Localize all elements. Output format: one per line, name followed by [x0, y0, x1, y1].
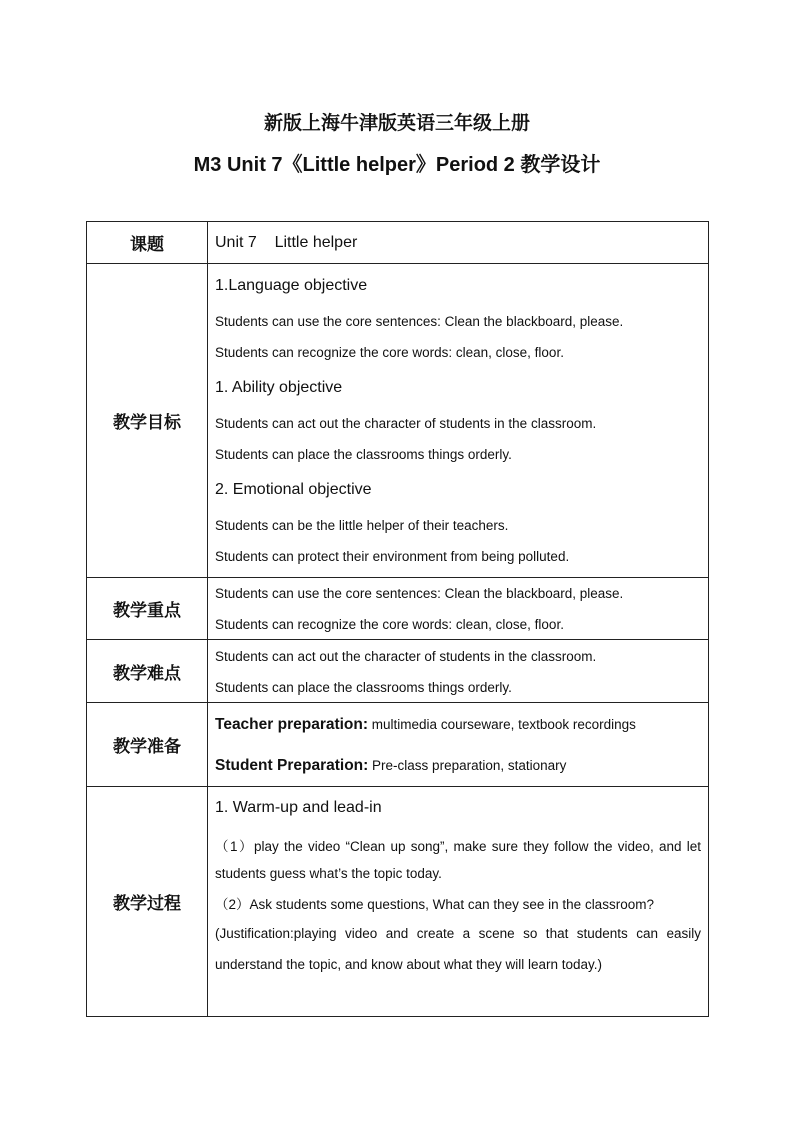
- difficulty-line: Students can act out the character of students in the classroom.: [215, 649, 597, 664]
- key-point-line: Students can use the core sentences: Clean the blackboard, please.: [215, 586, 624, 601]
- row-key-points: [87, 578, 709, 640]
- teacher-preparation-value: multimedia courseware, textbook recordings: [368, 717, 636, 732]
- objectives-content: [208, 264, 709, 578]
- label-topic: 课题: [87, 222, 208, 264]
- preparation-content: [208, 703, 709, 787]
- process-paragraph: （2）Ask students some questions, What can they see in the classroom?: [215, 897, 654, 912]
- process-paragraph: （1）play the video “Clean up song”, make sure they follow the video, and let students guess what’s the topic today.: [215, 839, 701, 881]
- student-preparation-label: Student Preparation:: [215, 757, 369, 774]
- teacher-preparation-label: Teacher preparation:: [215, 716, 369, 733]
- difficulty-line: Students can place the classrooms things orderly.: [215, 680, 512, 695]
- objective-line: Students can protect their environment from being polluted.: [215, 549, 570, 564]
- difficulties-content: [208, 640, 709, 703]
- objective-line: Students can place the classrooms things orderly.: [215, 447, 512, 462]
- objective-heading-language: 1.Language objective: [215, 277, 368, 294]
- row-objectives: [87, 264, 709, 578]
- lesson-plan-table: [86, 221, 709, 1017]
- label-process: 教学过程: [87, 787, 208, 1017]
- process-heading: 1. Warm-up and lead-in: [215, 799, 382, 816]
- label-objectives: 教学目标: [87, 264, 208, 578]
- value-topic: [208, 222, 709, 264]
- key-point-line: Students can recognize the core words: clean, close, floor.: [215, 617, 564, 632]
- student-preparation: [215, 756, 701, 776]
- teacher-preparation: [215, 715, 701, 735]
- row-process: [87, 787, 709, 1017]
- objective-line: Students can recognize the core words: clean, close, floor.: [215, 345, 564, 360]
- objective-heading-emotional: 2. Emotional objective: [215, 481, 372, 498]
- process-justification: (Justification:playing video and create a scene so that students can easily understand the topic, and know about what they will learn today.): [215, 926, 701, 972]
- objective-line: Students can be the little helper of their teachers.: [215, 518, 509, 533]
- row-topic: [87, 222, 709, 264]
- label-key-points: 教学重点: [87, 578, 208, 640]
- row-preparation: [87, 703, 709, 787]
- document-title: 新版上海牛津版英语三年级上册: [263, 113, 530, 134]
- process-content: [208, 787, 709, 1017]
- topic-text: Unit 7 Little helper: [215, 233, 358, 251]
- objective-heading-ability: 1. Ability objective: [215, 379, 343, 396]
- objective-line: Students can act out the character of students in the classroom.: [215, 416, 597, 431]
- label-difficulties: 教学难点: [87, 640, 208, 703]
- row-difficulties: [87, 640, 709, 703]
- student-preparation-value: Pre-class preparation, stationary: [368, 758, 567, 773]
- document-subtitle: M3 Unit 7《Little helper》Period 2 教学设计: [193, 154, 601, 176]
- objective-line: Students can use the core sentences: Clean the blackboard, please.: [215, 314, 624, 329]
- key-points-content: [208, 578, 709, 640]
- label-preparation: 教学准备: [87, 703, 208, 787]
